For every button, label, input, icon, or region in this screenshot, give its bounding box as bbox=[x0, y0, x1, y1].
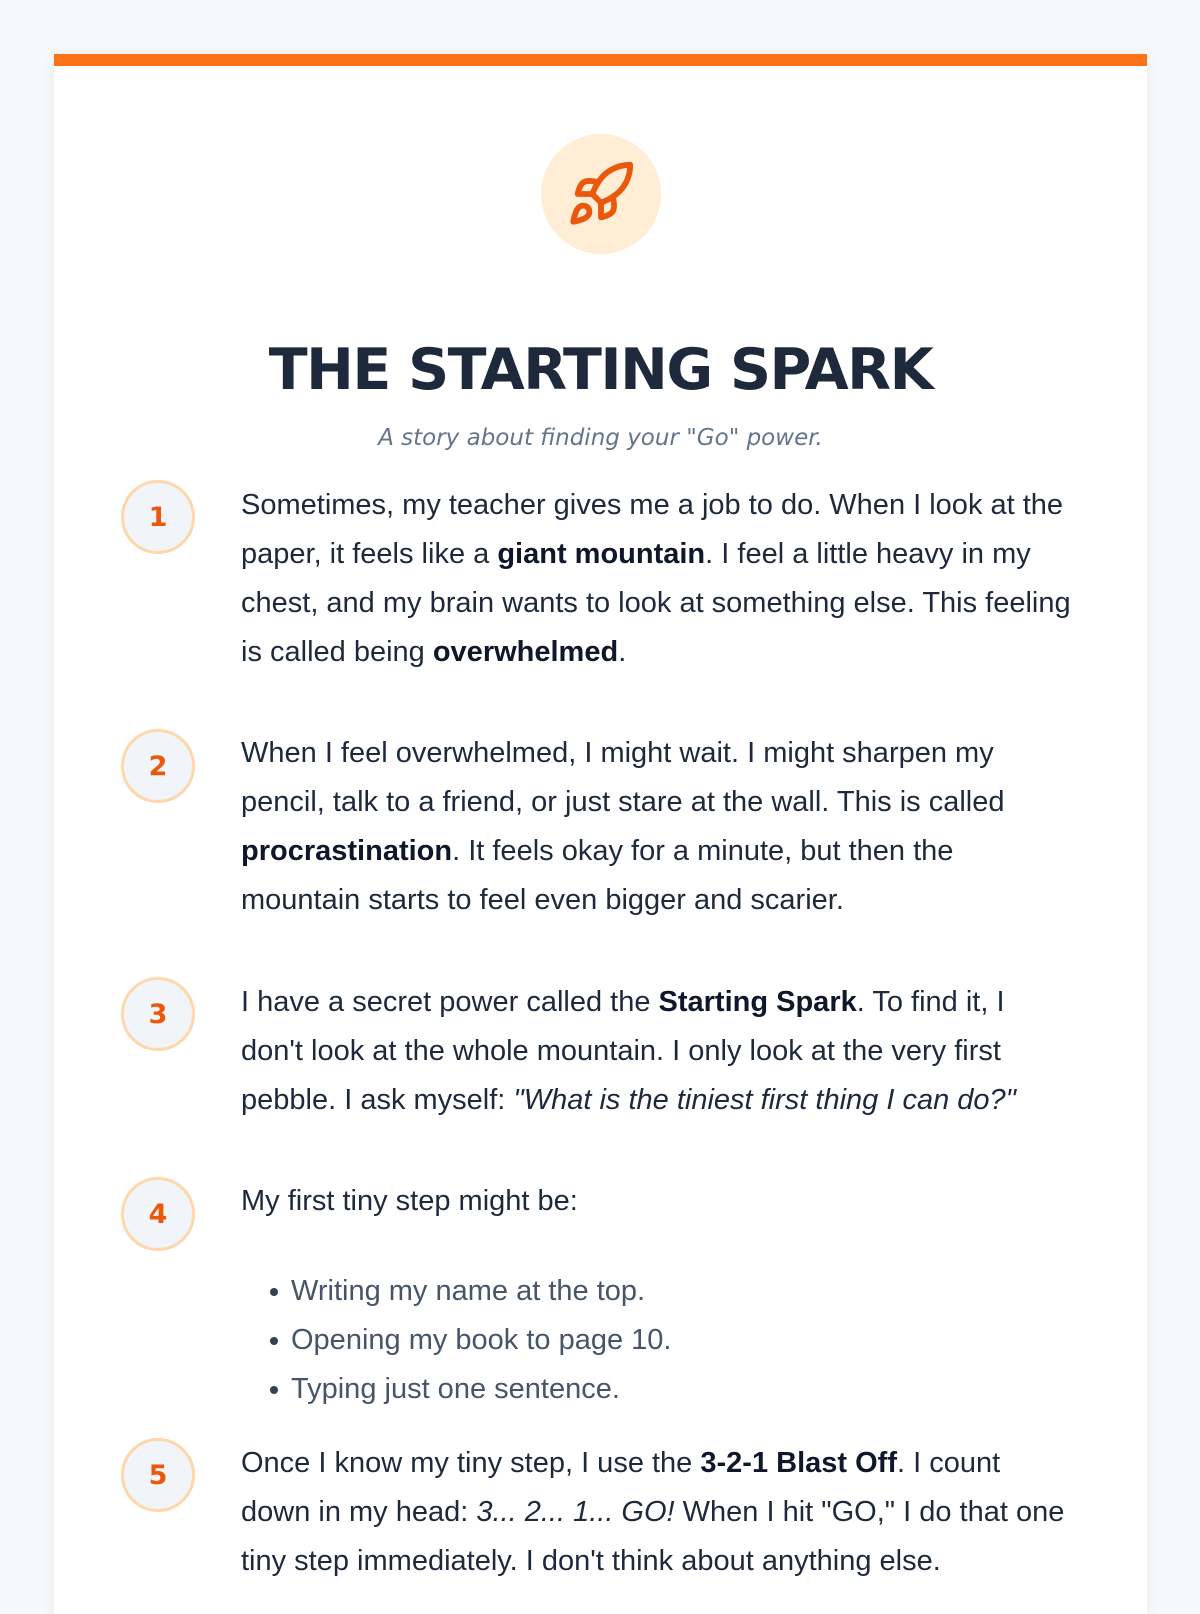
emphasis-text: Starting Spark bbox=[658, 986, 857, 1018]
step-text: . I feel a little heavy in my chest, and my brain wants to look at something else. This feeling is called being bbox=[241, 538, 1071, 668]
page-subtitle: A story about finding your "Go" power. bbox=[378, 425, 823, 451]
step-number-badge: 1 bbox=[121, 480, 195, 554]
emphasis-text: 3-2-1 Blast Off bbox=[700, 1447, 897, 1479]
step-paragraph bbox=[241, 1177, 1071, 1226]
rocket-icon bbox=[541, 134, 661, 254]
emphasis-text: procrastination bbox=[241, 835, 453, 867]
step-paragraph bbox=[241, 481, 1071, 677]
quote-text: "What is the tiniest first thing I can do?" bbox=[513, 1084, 1016, 1116]
emphasis-text: overwhelmed bbox=[432, 636, 619, 668]
step-text: . bbox=[618, 636, 627, 668]
step-paragraph bbox=[241, 729, 1071, 925]
list-item: Opening my book to page 10. bbox=[266, 1316, 671, 1365]
step-number-badge: 2 bbox=[121, 729, 195, 803]
first-step-list bbox=[266, 1267, 671, 1414]
step-text: My first tiny step might be: bbox=[241, 1185, 578, 1217]
step-paragraph bbox=[241, 978, 1071, 1125]
step-number-badge: 4 bbox=[121, 1177, 195, 1251]
step-number-badge: 5 bbox=[121, 1438, 195, 1512]
step-text: When I hit "GO," I do that one tiny step immediately. I don't think about anything else. bbox=[241, 1496, 1065, 1577]
card-accent-bar bbox=[54, 54, 1147, 66]
step-text: I have a secret power called the bbox=[241, 986, 659, 1018]
step-text: Sometimes, my teacher gives me a job to do. When I look at the paper, it feels like a bbox=[241, 489, 1064, 570]
step-text: . I count down in my head: bbox=[241, 1447, 1001, 1528]
step-text: . It feels okay for a minute, but then the mountain starts to feel even bigger and scarier. bbox=[241, 835, 954, 916]
page-title: THE STARTING SPARK bbox=[268, 337, 933, 403]
countdown-text: 3... 2... 1... GO! bbox=[476, 1496, 675, 1528]
list-item: Typing just one sentence. bbox=[266, 1365, 671, 1414]
list-item: Writing my name at the top. bbox=[266, 1267, 671, 1316]
emphasis-text: giant mountain bbox=[497, 538, 706, 570]
step-text: . To find it, I don't look at the whole mountain. I only look at the very first pebble. I ask myself: bbox=[241, 986, 1005, 1116]
story-card bbox=[54, 54, 1147, 1614]
step-number-badge: 3 bbox=[121, 977, 195, 1051]
step-text: Once I know my tiny step, I use the bbox=[241, 1447, 701, 1479]
step-text: When I feel overwhelmed, I might wait. I might sharpen my pencil, talk to a friend, or just stare at the wall. This is called bbox=[241, 737, 1005, 818]
step-paragraph bbox=[241, 1439, 1071, 1586]
